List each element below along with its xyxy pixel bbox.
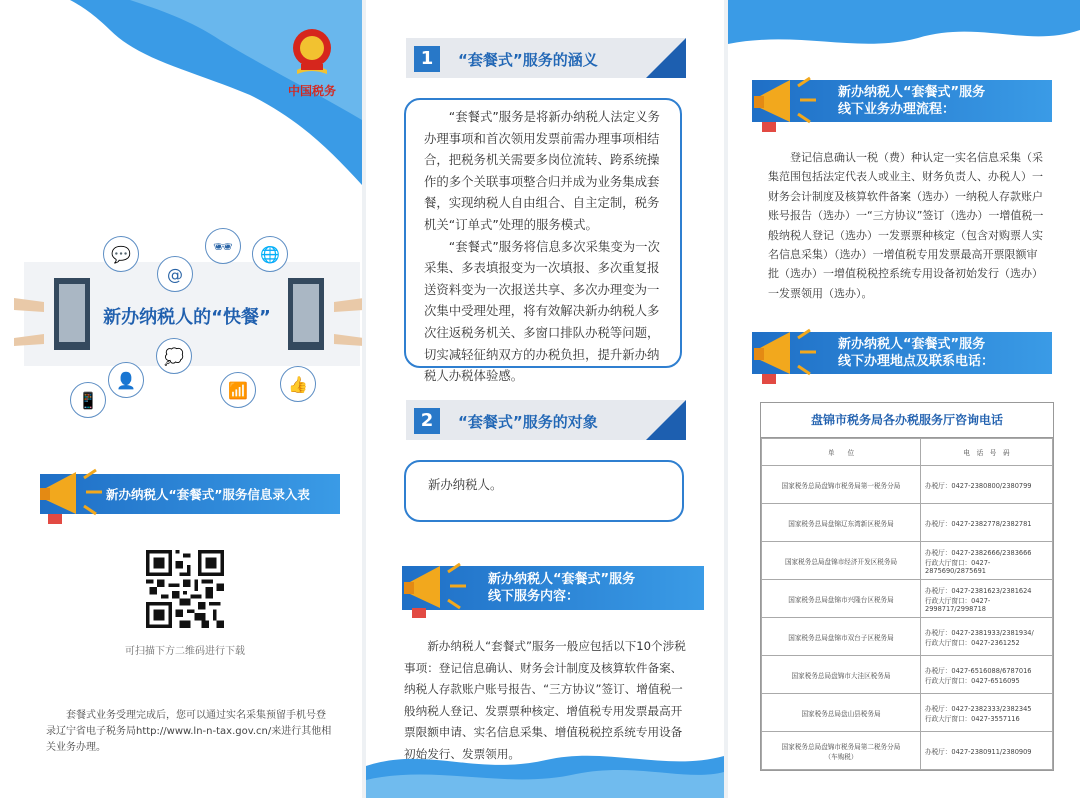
section-title: “套餐式”服务的对象	[458, 413, 598, 431]
phone-table-grid	[761, 438, 1053, 770]
section-number: 1	[414, 46, 440, 72]
unit-cell: 国家税务总局盘锦市兴隆台区税务局	[762, 580, 921, 618]
table-row	[762, 542, 1053, 580]
unit-cell: 国家税务总局盘锦市税务局第二税务分局 （车购税）	[762, 732, 921, 770]
banner-line-1: 新办纳税人“套餐式”服务	[838, 337, 986, 352]
table-row	[762, 732, 1053, 770]
qr-caption: 可扫描下方二维码进行下载	[125, 646, 245, 657]
unit-cell: 国家税务总局盘锦市税务局第一税务分局	[762, 466, 921, 504]
banner-line-2: 线下服务内容：	[488, 589, 580, 604]
corner-triangle	[646, 400, 686, 440]
table-row	[762, 580, 1053, 618]
megaphone-icon	[750, 318, 820, 390]
banner-line-2: 线下办理地点及联系电话：	[838, 354, 995, 369]
rss-icon: 📶	[220, 372, 256, 408]
unit-cell: 国家税务总局盘锦市经济开发区税务局	[762, 542, 921, 580]
definition-paragraph-1: “套餐式”服务是将新办纳税人法定义务办理事项和首次领用发票前需办理事项相结合，把税务机关需要多岗位流转、跨系统操作的多个关联事项整合归并成为业务集成套餐，实现纳税人自由组合、自主定制，税务机关“订单式”处理的服务模式。	[424, 109, 660, 232]
banner-line-2: 线下业务办理流程：	[838, 102, 956, 117]
phone-cell: 办税厅：0427-2382666/2383666 行政大厅窗口：0427-2875690/2875691	[921, 542, 1053, 580]
col-phone-header: 电 话 号 码	[921, 439, 1053, 466]
panel-middle	[366, 0, 724, 798]
corner-triangle	[646, 38, 686, 78]
megaphone-icon	[400, 552, 470, 624]
col-unit-header: 单 位	[762, 439, 921, 466]
table-row	[762, 618, 1053, 656]
target-box	[404, 460, 684, 522]
wave-decoration-bottom	[366, 746, 724, 798]
phone-cell: 办税厅：0427-2381933/2381934/ 行政大厅窗口：0427-2361252	[921, 618, 1053, 656]
phone-cell: 办税厅：0427-2382778/2382781	[921, 504, 1053, 542]
target-text: 新办纳税人。	[428, 477, 503, 492]
banner-text: 新办纳税人“套餐式”服务信息录入表	[106, 487, 310, 502]
thumbs-up-icon: 👍	[280, 366, 316, 402]
globe-icon: 🌐	[252, 236, 288, 272]
tax-emblem-logo	[282, 26, 342, 99]
panel-right	[728, 0, 1080, 798]
table-row	[762, 466, 1053, 504]
computer-right-illustration	[284, 272, 362, 362]
person-icon: 👤	[108, 362, 144, 398]
table-row	[762, 694, 1053, 732]
speech-icon: 💭	[156, 338, 192, 374]
wave-decoration-top	[728, 0, 1080, 54]
definition-paragraph-2: “套餐式”服务将信息多次采集变为一次采集、多表填报变为一次填报、多次重复报送资料变为一次报送共享、多次办理变为一次集中受理处理，将有效解决新办纳税人多次往返税务机关、多窗口排队办税等问题，切实减轻征纳双方的办税负担，提升新办纳税人办税体验感。	[424, 238, 660, 384]
table-row	[762, 656, 1053, 694]
megaphone-icon	[750, 66, 820, 138]
table-row	[762, 504, 1053, 542]
section-title: “套餐式”服务的涵义	[458, 51, 598, 69]
phone-icon: 📱	[70, 382, 106, 418]
unit-cell: 国家税务总局盘锦辽东湾新区税务局	[762, 504, 921, 542]
unit-cell: 国家税务总局盘锦市大洼区税务局	[762, 656, 921, 694]
phone-cell: 办税厅：0427-2380800/2380799	[921, 466, 1053, 504]
table-title: 盘锦市税务局各办税服务厅咨询电话	[761, 403, 1053, 438]
definition-box	[404, 98, 682, 384]
phone-cell: 办税厅：0427-2380911/2380909	[921, 732, 1053, 770]
at-icon: @	[157, 256, 193, 292]
phone-cell: 办税厅：0427-2382333/2382345 行政大厅窗口：0427-3557116	[921, 694, 1053, 732]
unit-cell: 国家税务总局盘锦市双台子区税务局	[762, 618, 921, 656]
spy-icon: 🕶	[205, 228, 241, 264]
banner-line-1: 新办纳税人“套餐式”服务	[838, 85, 986, 100]
phone-cell: 办税厅：0427-2381623/2381624 行政大厅窗口：0427-2998717/2998718	[921, 580, 1053, 618]
qr-code[interactable]	[146, 550, 224, 628]
table-header-row	[762, 439, 1053, 466]
section-number: 2	[414, 408, 440, 434]
headline: 新办纳税人的“快餐”	[103, 307, 271, 328]
phone-cell: 办税厅：0427-6516088/6787016 行政大厅窗口：0427-6516095	[921, 656, 1053, 694]
process-flow-text: 登记信息确认一税（费）种认定一实名信息采集（采集范围包括法定代表人或业主、财务负责人、办税人）一财务会计制度及核算软件备案（选办）一纳税人存款账户账号报告（选办）一“三方协议”签订（选办）一增值税一般纳税人登记（选办）一发票票种核定（包含对购票人实名信息采集）（选办）一增值税专用发票最高开票限额审批（选办）一增值税税控系统专用设备初始发行（选办）一发票领用（选办）。	[768, 151, 1044, 300]
computer-left-illustration	[14, 272, 94, 362]
section-1-header	[406, 38, 686, 78]
panel-left	[0, 0, 362, 798]
phone-table	[760, 402, 1054, 771]
banner-line-1: 新办纳税人“套餐式”服务	[488, 572, 636, 587]
section-2-header	[406, 400, 686, 440]
unit-cell: 国家税务总局盘山县税务局	[762, 694, 921, 732]
logo-text: 中国税务	[287, 84, 336, 98]
footer-note: 套餐式业务受理完成后，您可以通过实名采集预留手机号登录辽宁省电子税务局http://www.ln-n-tax.gov.cn/来进行其他相关业务办理。	[46, 710, 332, 753]
service-content-text: 新办纳税人“套餐式”服务一般应包括以下10个涉税事项：登记信息确认、财务会计制度及核算软件备案、纳税人存款账户账号报告、“三方协议”签订、增值税一般纳税人登记、发票票种核定、增值税专用发票最高开票限额申请、实名信息采集、增值税税控系统专用设备初始发行、发票领用。	[404, 639, 686, 761]
megaphone-icon	[36, 458, 106, 530]
chat-icon: 💬	[103, 236, 139, 272]
